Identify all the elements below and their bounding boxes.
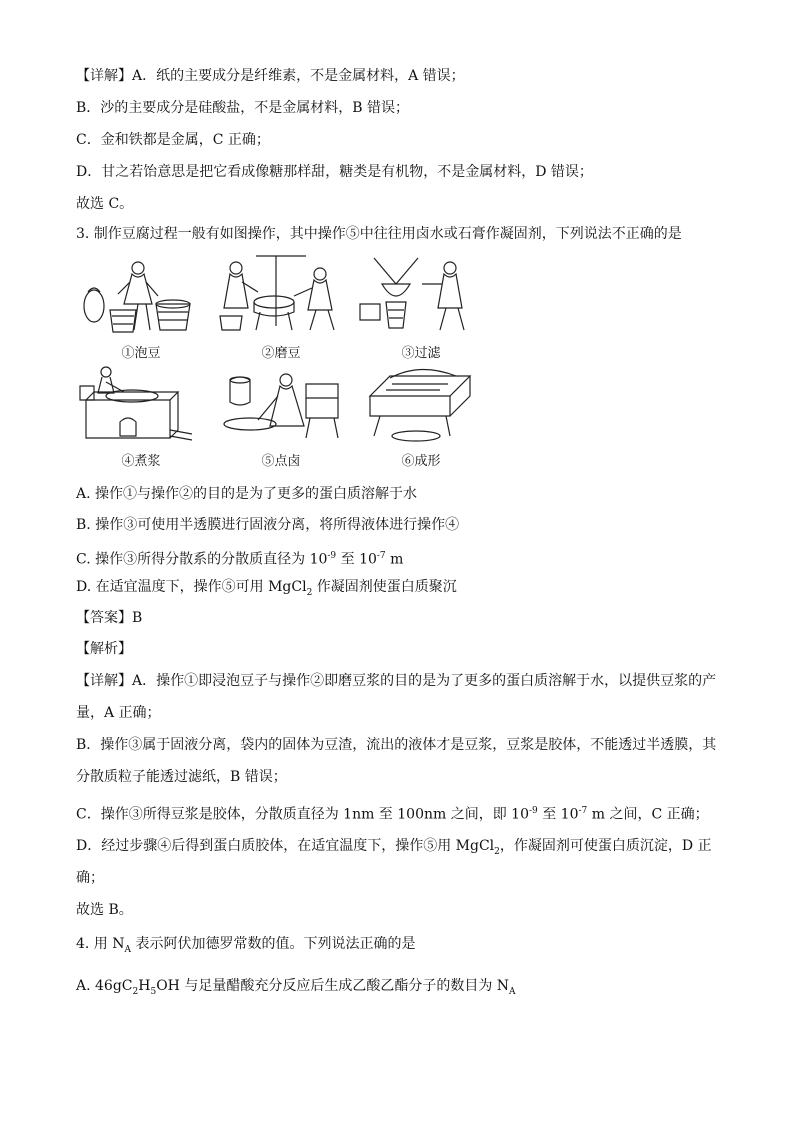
q3-option-c	[76, 546, 403, 570]
explanation-line-1: 【详解】A．纸的主要成分是纤维素，不是金属材料，A 错误；	[76, 68, 465, 84]
q3-option-c-exp2: -7	[376, 551, 386, 561]
q3-detail-c-mid: 至 10	[537, 806, 579, 823]
q4-option-a-rest: OH 与足量醋酸充分反应后生成乙酸乙酯分子的数目为 N	[156, 978, 510, 994]
q4-option-a-sub2: 5	[150, 986, 157, 997]
q3-detail-a-2: 量，A 正确；	[76, 705, 161, 721]
q3-option-a: A. 操作①与操作②的目的是为了更多的蛋白质溶解于水	[76, 486, 418, 502]
grinding-illustration	[216, 254, 346, 336]
q3-detail-b-1: B．操作③属于固液分离，袋内的固体为豆渣，流出的液体才是豆浆，豆浆是胶体，不能透过半透膜，其	[76, 737, 717, 753]
caption-boiling: ④煮浆	[121, 454, 161, 469]
caption-soaking: ①泡豆	[121, 346, 161, 361]
filtering-illustration	[356, 254, 486, 336]
caption-shaping: ⑥成形	[401, 454, 441, 469]
q3-option-c-text: C. 操作③所得分散系的分散质直径为 10	[76, 551, 328, 568]
boiling-illustration	[76, 366, 206, 446]
q3-detail-c-exp2: -7	[578, 806, 588, 816]
q3-option-b: B. 操作③可使用半透膜进行固液分离，将所得液体进行操作④	[76, 517, 460, 533]
q4-option-a-sub3: A	[509, 986, 516, 997]
q4-option-a-h: H	[138, 978, 151, 994]
q3-detail-c-exp1: -9	[529, 806, 538, 816]
q3-option-d-text: D. 在适宜温度下，操作⑤可用 MgCl	[76, 579, 307, 595]
q3-detail-d-text: D．经过步骤④后得到蛋白质胶体，在适宜温度下，操作⑤用 MgCl	[76, 838, 495, 854]
q3-option-c-unit: m	[385, 551, 404, 568]
q3-detail-a-1: 【详解】A．操作①即浸泡豆子与操作②即磨豆浆的目的是为了更多的蛋白质溶解于水，以提供豆浆的产	[76, 673, 717, 689]
q3-detail-d-sub: 2	[494, 846, 500, 857]
caption-coagulating: ⑤点卤	[261, 454, 301, 469]
q3-detail-c	[76, 801, 709, 825]
q3-option-d-sub: 2	[306, 587, 313, 598]
q3-detail-d-2: 确；	[76, 870, 104, 886]
q3-detail-c-rest: m 之间，C 正确；	[587, 806, 709, 823]
tofu-process-figure	[76, 254, 476, 474]
q3-option-d	[76, 577, 457, 603]
q4-stem-sub: A	[124, 944, 132, 955]
shaping-illustration	[356, 366, 486, 446]
q3-detail-d-1	[76, 836, 712, 862]
q3-option-d-rest: 作凝固剂使蛋白质聚沉	[312, 579, 457, 595]
q4-option-a-text: A. 46gC	[76, 978, 133, 994]
explanation-line-3: C．金和铁都是金属，C 正确；	[76, 132, 270, 148]
q4-option-a	[76, 976, 516, 1002]
question-3-stem: 3. 制作豆腐过程一般有如图操作，其中操作⑤中往往用卤水或石膏作凝固剂，下列说法不正确的是	[76, 226, 682, 242]
caption-filtering: ③过滤	[401, 346, 441, 361]
q3-analysis-heading: 【解析】	[76, 641, 132, 657]
soaking-illustration	[76, 254, 206, 336]
q3-answer: 【答案】B	[76, 610, 143, 626]
explanation-conclusion: 故选 C。	[76, 196, 134, 212]
question-4-stem	[76, 934, 415, 960]
q3-option-c-exp1: -9	[327, 551, 337, 561]
q3-detail-c-text: C．操作③所得豆浆是胶体，分散质直径为 1nm 至 100nm 之间，即 10	[76, 806, 529, 823]
q4-option-a-sub1: 2	[132, 986, 139, 997]
explanation-line-2: B．沙的主要成分是硅酸盐，不是金属材料，B 错误；	[76, 100, 410, 116]
q4-stem-text: 4. 用 N	[76, 936, 125, 952]
caption-grinding: ②磨豆	[261, 346, 301, 361]
explanation-line-4: D．甘之若饴意思是把它看成像糖那样甜，糖类是有机物，不是金属材料，D 错误；	[76, 164, 593, 180]
q3-detail-d-rest: ，作凝固剂可使蛋白质沉淀，D 正	[499, 838, 712, 854]
q3-conclusion: 故选 B。	[76, 902, 133, 918]
q3-detail-b-2: 分散质粒子能透过滤纸，B 错误；	[76, 769, 287, 785]
coagulating-illustration	[216, 366, 346, 446]
q4-stem-rest: 表示阿伏加德罗常数的值。下列说法正确的是	[131, 936, 416, 952]
q3-option-c-mid: 至 10	[336, 551, 377, 568]
